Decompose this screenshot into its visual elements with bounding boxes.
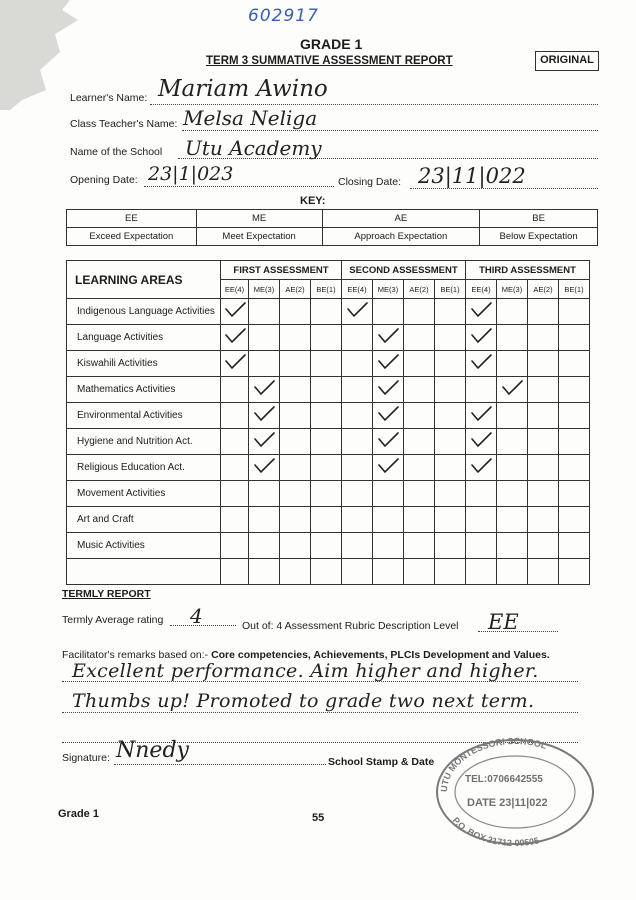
opening-date-label: Opening Date:	[70, 174, 138, 186]
remarks-line-2	[62, 712, 578, 713]
sub-header-cell: BE(1)	[435, 280, 466, 299]
learning-area-name: Language Activities	[67, 325, 221, 351]
check-mark-icon	[376, 404, 400, 424]
learning-areas-header: LEARNING AREAS	[67, 261, 221, 299]
school-name-value: Utu Academy	[185, 136, 322, 160]
rating-cell	[249, 533, 280, 559]
rating-cell	[466, 377, 497, 403]
key-table	[66, 209, 598, 246]
key-desc-be: Below Expectation	[480, 228, 598, 246]
rating-cell	[466, 351, 497, 377]
key-code-ee: EE	[67, 210, 197, 228]
learning-area-row	[67, 351, 590, 377]
learning-area-name: Music Activities	[67, 533, 221, 559]
rating-cell	[528, 559, 559, 585]
rating-cell	[559, 559, 590, 585]
check-mark-icon	[376, 456, 400, 476]
sub-header-cell: EE(4)	[221, 280, 249, 299]
rating-cell	[404, 429, 435, 455]
rating-cell	[373, 403, 404, 429]
rating-cell	[221, 559, 249, 585]
sub-header-cell: AE(2)	[528, 280, 559, 299]
rating-cell	[497, 533, 528, 559]
remarks-value-1: Excellent performance. Aim higher and higher.	[72, 660, 539, 682]
stamp-date: DATE 23|11|022	[467, 797, 548, 809]
check-mark-icon	[223, 300, 247, 320]
rating-cell	[280, 403, 311, 429]
sub-header-cell: EE(4)	[466, 280, 497, 299]
rating-cell	[559, 403, 590, 429]
check-mark-icon	[469, 404, 493, 424]
rating-cell	[221, 325, 249, 351]
rating-cell	[466, 533, 497, 559]
rating-cell	[435, 559, 466, 585]
check-mark-icon	[376, 326, 400, 346]
rating-cell	[466, 429, 497, 455]
rating-cell	[435, 351, 466, 377]
sub-header-cell: ME(3)	[373, 280, 404, 299]
rating-cell	[373, 533, 404, 559]
school-name-label: Name of the School	[70, 146, 163, 158]
learning-area-row	[67, 429, 590, 455]
check-mark-icon	[469, 300, 493, 320]
rating-cell	[311, 455, 342, 481]
rating-cell	[342, 481, 373, 507]
rating-cell	[249, 429, 280, 455]
rating-cell	[221, 377, 249, 403]
rating-cell	[249, 559, 280, 585]
closing-date-value: 23|11|022	[418, 164, 526, 188]
teacher-name-line	[182, 130, 598, 131]
rating-cell	[528, 351, 559, 377]
out-of-label: Out of: 4 Assessment Rubric Description Level	[242, 620, 459, 632]
check-mark-icon	[376, 430, 400, 450]
learning-area-name	[67, 559, 221, 585]
check-mark-icon	[500, 378, 524, 398]
learning-area-row	[67, 403, 590, 429]
remarks-basis: Core competencies, Achievements, PLCIs Development and Values.	[211, 649, 550, 661]
rating-cell	[435, 325, 466, 351]
rating-cell	[280, 481, 311, 507]
check-mark-icon	[252, 456, 276, 476]
sub-header-cell: AE(2)	[280, 280, 311, 299]
rating-cell	[497, 299, 528, 325]
learning-area-name: Movement Activities	[67, 481, 221, 507]
rating-cell	[528, 455, 559, 481]
rating-cell	[221, 507, 249, 533]
rating-cell	[280, 533, 311, 559]
learning-area-row	[67, 299, 590, 325]
rating-cell	[249, 455, 280, 481]
rating-cell	[311, 481, 342, 507]
rating-cell	[280, 429, 311, 455]
learning-area-name: Kiswahili Activities	[67, 351, 221, 377]
learner-name-value: Mariam Awino	[158, 76, 328, 102]
teacher-name-value: Melsa Neliga	[183, 106, 318, 130]
svg-text:P.O. BOX 21712-00505	[451, 815, 540, 848]
rating-cell	[559, 351, 590, 377]
rating-cell	[559, 325, 590, 351]
check-mark-icon	[376, 378, 400, 398]
opening-date-value: 23|1|023	[148, 163, 234, 185]
rating-cell	[311, 325, 342, 351]
rating-cell	[342, 351, 373, 377]
rating-cell	[342, 299, 373, 325]
rating-cell	[528, 325, 559, 351]
rating-cell	[466, 455, 497, 481]
rating-cell	[373, 559, 404, 585]
learning-area-name: Hygiene and Nutrition Act.	[67, 429, 221, 455]
rating-cell	[373, 455, 404, 481]
rating-cell	[221, 403, 249, 429]
check-mark-icon	[469, 326, 493, 346]
learning-area-name: Indigenous Language Activities	[67, 299, 221, 325]
rating-cell	[404, 299, 435, 325]
rating-cell	[404, 481, 435, 507]
rating-cell	[249, 377, 280, 403]
key-title: KEY:	[300, 195, 326, 207]
signature-value: Nnedy	[116, 738, 189, 763]
sub-header-cell: BE(1)	[311, 280, 342, 299]
learning-area-name: Art and Craft	[67, 507, 221, 533]
key-code-be: BE	[480, 210, 598, 228]
learner-name-line	[150, 104, 598, 105]
rating-cell	[559, 507, 590, 533]
rating-cell	[311, 429, 342, 455]
rating-cell	[528, 533, 559, 559]
rating-cell	[559, 429, 590, 455]
learning-area-row	[67, 325, 590, 351]
rating-cell	[559, 481, 590, 507]
stamp-tel: TEL:0706642555	[465, 774, 543, 785]
level-value: EE	[488, 610, 519, 634]
rating-cell	[466, 403, 497, 429]
sub-header-cell: AE(2)	[404, 280, 435, 299]
learning-area-row	[67, 507, 590, 533]
check-mark-icon	[469, 456, 493, 476]
check-mark-icon	[376, 352, 400, 372]
rating-cell	[221, 429, 249, 455]
rating-cell	[404, 403, 435, 429]
rating-cell	[373, 325, 404, 351]
rating-cell	[221, 455, 249, 481]
rating-cell	[221, 481, 249, 507]
signature-line	[114, 764, 326, 765]
rating-cell	[404, 455, 435, 481]
check-mark-icon	[345, 300, 369, 320]
closing-date-label: Closing Date:	[338, 176, 402, 188]
rating-cell	[559, 377, 590, 403]
learning-area-row	[67, 377, 590, 403]
rating-cell	[280, 325, 311, 351]
rating-cell	[435, 403, 466, 429]
rating-cell	[249, 299, 280, 325]
rating-cell	[280, 455, 311, 481]
rating-cell	[528, 429, 559, 455]
rating-cell	[435, 507, 466, 533]
check-mark-icon	[223, 352, 247, 372]
rating-cell	[373, 507, 404, 533]
key-code-me: ME	[196, 210, 322, 228]
average-rating-value: 4	[190, 604, 203, 628]
rating-cell	[435, 377, 466, 403]
stamp-box: P.O. BOX 21712-00505	[450, 815, 540, 849]
rating-cell	[342, 533, 373, 559]
rating-cell	[280, 299, 311, 325]
rating-cell	[249, 481, 280, 507]
grade-title: GRADE 1	[300, 36, 363, 52]
rating-cell	[528, 299, 559, 325]
check-mark-icon	[252, 404, 276, 424]
remarks-value-2: Thumbs up! Promoted to grade two next term.	[72, 690, 535, 712]
rating-cell	[342, 325, 373, 351]
report-title: TERM 3 SUMMATIVE ASSESSMENT REPORT	[206, 55, 453, 67]
original-badge: ORIGINAL	[535, 51, 599, 71]
rating-cell	[528, 507, 559, 533]
school-stamp-label: School Stamp & Date	[328, 756, 435, 768]
rating-cell	[466, 507, 497, 533]
rating-cell	[373, 429, 404, 455]
check-mark-icon	[252, 378, 276, 398]
learning-area-name: Mathematics Activities	[67, 377, 221, 403]
rating-cell	[249, 403, 280, 429]
rating-cell	[311, 507, 342, 533]
rating-cell	[311, 377, 342, 403]
rating-cell	[221, 533, 249, 559]
rating-cell	[404, 325, 435, 351]
rating-cell	[497, 325, 528, 351]
check-mark-icon	[469, 352, 493, 372]
rating-cell	[311, 351, 342, 377]
rating-cell	[466, 559, 497, 585]
rating-cell	[497, 377, 528, 403]
rating-cell	[528, 377, 559, 403]
rating-cell	[280, 351, 311, 377]
rating-cell	[280, 377, 311, 403]
key-desc-ae: Approach Expectation	[322, 228, 480, 246]
rating-cell	[342, 377, 373, 403]
learning-area-row	[67, 533, 590, 559]
rating-cell	[280, 507, 311, 533]
rating-cell	[342, 507, 373, 533]
rating-cell	[249, 351, 280, 377]
rating-cell	[404, 377, 435, 403]
learning-area-row	[67, 455, 590, 481]
learning-area-row	[67, 559, 590, 585]
termly-report-title: TERMLY REPORT	[62, 588, 151, 600]
rating-cell	[497, 403, 528, 429]
rating-cell	[466, 481, 497, 507]
rating-cell	[435, 429, 466, 455]
rating-cell	[404, 351, 435, 377]
rating-cell	[311, 559, 342, 585]
rating-cell	[342, 455, 373, 481]
check-mark-icon	[252, 430, 276, 450]
second-assessment-header: SECOND ASSESSMENT	[342, 261, 466, 280]
rating-cell	[559, 533, 590, 559]
rating-cell	[435, 533, 466, 559]
rating-cell	[497, 559, 528, 585]
rating-cell	[311, 533, 342, 559]
rating-cell	[342, 403, 373, 429]
rating-cell	[311, 299, 342, 325]
rating-cell	[528, 481, 559, 507]
sub-header-cell: ME(3)	[497, 280, 528, 299]
opening-date-line	[144, 186, 334, 187]
key-desc-ee: Exceed Expectation	[67, 228, 197, 246]
rating-cell	[280, 559, 311, 585]
rating-cell	[373, 481, 404, 507]
rating-cell	[404, 507, 435, 533]
reference-number: 602917	[248, 6, 319, 26]
rating-cell	[497, 481, 528, 507]
rating-cell	[249, 325, 280, 351]
rating-cell	[404, 559, 435, 585]
rating-cell	[373, 299, 404, 325]
key-desc-me: Meet Expectation	[196, 228, 322, 246]
rating-cell	[435, 299, 466, 325]
rating-cell	[497, 455, 528, 481]
rating-cell	[559, 455, 590, 481]
assessment-table	[66, 260, 590, 585]
rating-cell	[559, 299, 590, 325]
teacher-name-label: Class Teacher's Name:	[70, 118, 178, 130]
average-rating-label: Termly Average rating	[62, 614, 164, 626]
rating-cell	[435, 481, 466, 507]
school-stamp	[425, 730, 605, 850]
closing-date-line	[410, 188, 598, 189]
sub-header-cell: EE(4)	[342, 280, 373, 299]
rating-cell	[466, 325, 497, 351]
rating-cell	[497, 351, 528, 377]
rating-cell	[435, 455, 466, 481]
learning-area-name: Religious Education Act.	[67, 455, 221, 481]
remarks-prefix: Facilitator's remarks based on:-	[62, 649, 209, 661]
footer-grade: Grade 1	[58, 808, 99, 820]
rating-cell	[221, 351, 249, 377]
first-assessment-header: FIRST ASSESSMENT	[221, 261, 342, 280]
sub-header-cell: ME(3)	[249, 280, 280, 299]
signature-label: Signature:	[62, 752, 110, 764]
rating-cell	[342, 429, 373, 455]
learner-name-label: Learner's Name:	[70, 92, 148, 104]
stamp-school-name: UTU MONTESSORI SCHOOL	[438, 735, 548, 793]
key-code-ae: AE	[322, 210, 480, 228]
learning-area-row	[67, 481, 590, 507]
average-rating-line	[170, 625, 236, 626]
rating-cell	[497, 507, 528, 533]
rating-cell	[404, 533, 435, 559]
rating-cell	[373, 377, 404, 403]
rating-cell	[311, 403, 342, 429]
third-assessment-header: THIRD ASSESSMENT	[466, 261, 590, 280]
check-mark-icon	[223, 326, 247, 346]
rating-cell	[528, 403, 559, 429]
rating-cell	[221, 299, 249, 325]
rating-cell	[466, 299, 497, 325]
rating-cell	[497, 429, 528, 455]
learning-area-name: Environmental Activities	[67, 403, 221, 429]
rating-cell	[249, 507, 280, 533]
rating-cell	[373, 351, 404, 377]
page-number: 55	[312, 812, 325, 824]
sub-header-cell: BE(1)	[559, 280, 590, 299]
check-mark-icon	[469, 430, 493, 450]
rating-cell	[342, 559, 373, 585]
